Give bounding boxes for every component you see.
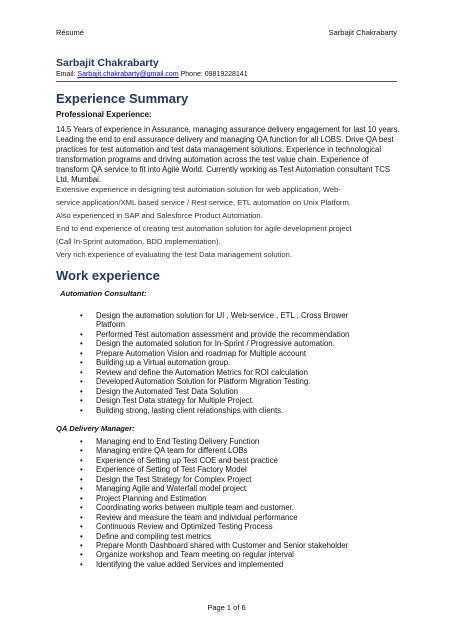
list-item: • Design the automated solution for In-Sprint / Progressive automation. bbox=[80, 339, 376, 348]
phone-number: 09819228141 bbox=[204, 71, 248, 78]
list-item: • Organize workshop and Team meeting on regular interval bbox=[80, 550, 376, 559]
list-item: • Identifying the value added Services and implemented bbox=[80, 560, 376, 569]
extra-line: Extensive experience in designing test automation solution for web application, Web- bbox=[56, 185, 341, 194]
page-number: Page 1 of 6 bbox=[207, 603, 246, 612]
experience-summary-heading: Experience Summary bbox=[56, 91, 189, 106]
list-item: • Design the Automated Test Data Solution bbox=[80, 387, 376, 396]
list-item: • Design the Test Strategy for Complex Project bbox=[80, 475, 376, 484]
extra-line: service application/XML based service / Rest service, ETL automation on Unix Platform. bbox=[56, 197, 351, 207]
list-item: • Define and compiling test metrics bbox=[80, 532, 376, 541]
automation-consultant-list bbox=[80, 311, 376, 415]
extra-line: (Call In-Sprint automation, BDD implementation). bbox=[56, 236, 221, 246]
role-title-automation-consultant: Automation Consultant: bbox=[60, 289, 147, 298]
header-right: Sarbajit Chakrabarty bbox=[328, 28, 397, 37]
divider bbox=[56, 81, 397, 82]
list-item: • Managing Agile and Waterfall model project bbox=[80, 484, 376, 493]
list-item: • Developed Automation Solution for Platform Migration Testing. bbox=[80, 377, 376, 386]
extra-line: Also experienced in SAP and Salesforce Product Automation. bbox=[56, 210, 263, 220]
phone-label: Phone: bbox=[180, 71, 203, 78]
email-label: Email: bbox=[56, 71, 76, 78]
candidate-name: Sarbajit Chakrabarty bbox=[56, 57, 159, 69]
extra-line: End to end experience of creating test automation solution for agile development project bbox=[56, 223, 352, 233]
list-item: • Review and define the Automation Metrics for ROI calculation bbox=[80, 368, 376, 377]
list-item: • Continuous Review and Optimized Testing Process bbox=[80, 522, 376, 531]
list-item: • Prepare Automation Vision and roadmap for Multiple account bbox=[80, 349, 376, 358]
list-item: • Experience of Setting up Test COE and best practice bbox=[80, 456, 376, 465]
extra-experience-block bbox=[56, 184, 401, 261]
summary-paragraph: 14.5 Years of experience in Assurance, managing assurance delivery engagement for last 10 years. Leading the end to end assurance delivery and managing QA function for all LOBS. Drive QA best practices for test automation and test data management solutions. Experience in technological transformation programs and driving automation across the test value chain. Experience of transform QA service to fit into Agile World. Currently working as Test Automation consultant TCS Ltd, Mumbai. bbox=[56, 125, 400, 185]
work-experience-heading: Work experience bbox=[56, 268, 160, 283]
list-item: • Coordinating works between multiple team and customer. bbox=[80, 503, 376, 512]
list-item: • Review and measure the team and individual performance bbox=[80, 513, 376, 522]
list-item: • Performed Test automation assessment and provide the recommendation bbox=[80, 330, 376, 339]
list-item: • Building strong, lasting client relationships with clients. bbox=[80, 406, 376, 415]
header-left: Résumé bbox=[56, 28, 84, 37]
contact-line bbox=[56, 71, 248, 78]
list-item: • Prepare Month Dashboard shared with Customer and Senior stakeholder bbox=[80, 541, 376, 550]
list-item: • Design Test Data strategy for Multiple Project. bbox=[80, 396, 376, 405]
qa-delivery-manager-list bbox=[80, 437, 376, 569]
extra-line: Very rich experience of evaluating the test Data management solution. bbox=[56, 249, 292, 259]
role-title-qa-delivery-manager: QA Delivery Manager: bbox=[56, 424, 135, 433]
list-item: • Project Planning and Estimation bbox=[80, 494, 376, 503]
list-item: • Design the automation solution for UI , Web-service , ETL , Cross Brower Platform bbox=[80, 311, 376, 330]
list-item: • Managing entire QA team for different LOBs bbox=[80, 446, 376, 455]
email-link[interactable]: Sarbajit.chakrabarty@gmail.com bbox=[77, 71, 179, 78]
list-item: • Managing end to End Testing Delivery Function bbox=[80, 437, 376, 446]
professional-experience-label: Professional Experience: bbox=[56, 110, 152, 119]
list-item: • Experience of Setting of Test Factory Model bbox=[80, 465, 376, 474]
list-item: • Building up a Virtual automation group. bbox=[80, 358, 376, 367]
